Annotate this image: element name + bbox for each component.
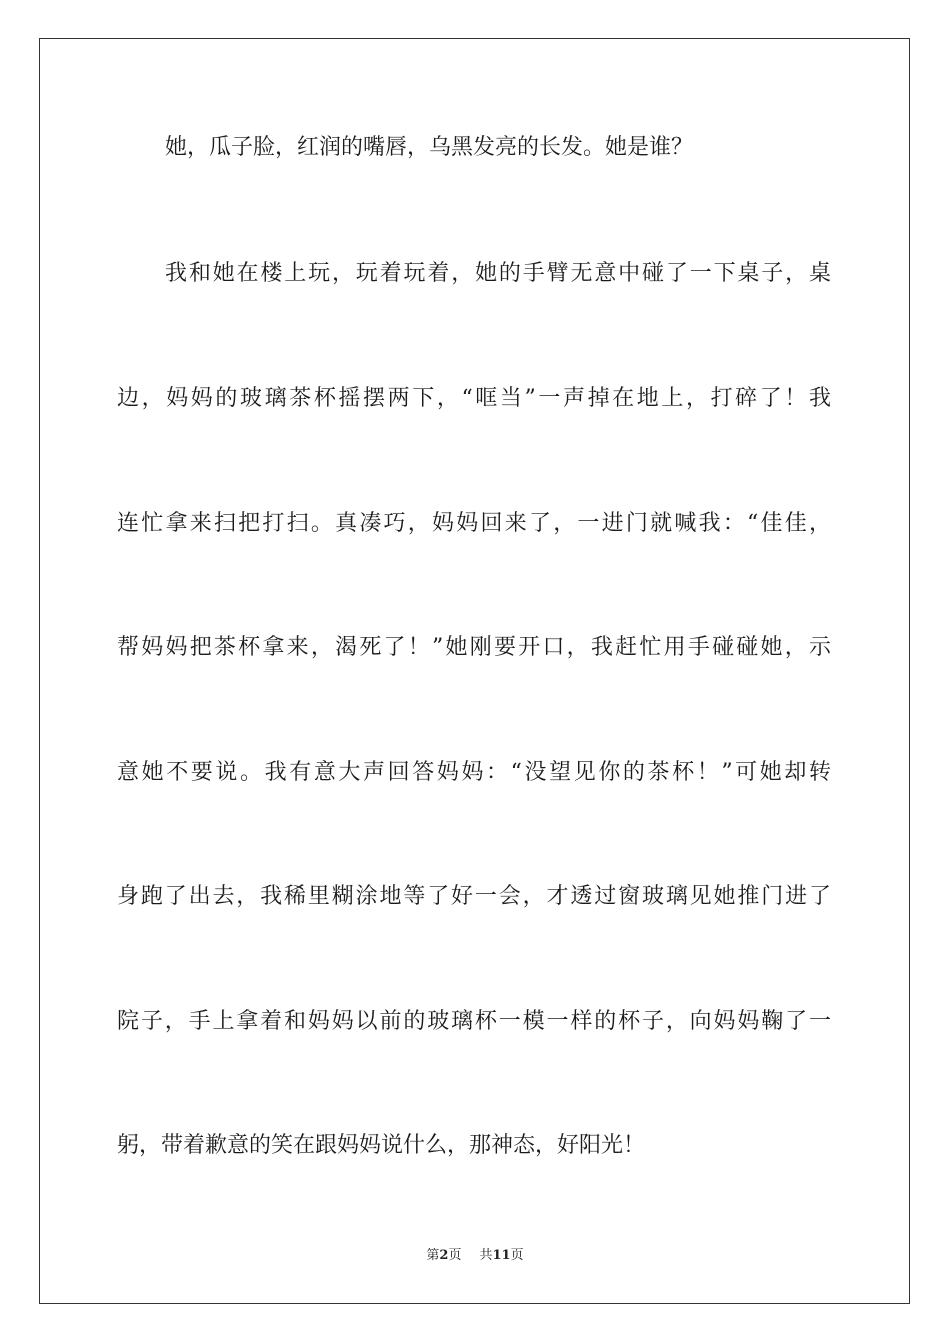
total-prefix: 共	[479, 1248, 493, 1263]
page-footer	[0, 1248, 950, 1264]
text-line-7: 身跑了出去，我稀里糊涂地等了好一会，才透过窗玻璃见她推门进了	[117, 884, 831, 909]
text-line-1: 她，瓜子脸，红润的嘴唇，乌黑发亮的长发。她是谁？	[165, 135, 694, 160]
total-pages: 11	[492, 1248, 511, 1263]
page-number: 2	[439, 1248, 449, 1263]
text-line-6: 意她不要说。我有意大声回答妈妈：“没望见你的茶杯！”可她却转	[117, 760, 831, 785]
text-line-2: 我和她在楼上玩，玩着玩着，她的手臂无意中碰了一下桌子，桌	[165, 261, 831, 286]
text-line-8: 院子，手上拿着和妈妈以前的玻璃杯一模一样的杯子，向妈妈鞠了一	[117, 1009, 831, 1034]
text-line-9: 躬，带着歉意的笑在跟妈妈说什么，那神态，好阳光！	[117, 1133, 646, 1158]
total-suffix: 页	[510, 1248, 524, 1263]
text-line-4: 连忙拿来扫把打扫。真凑巧，妈妈回来了，一进门就喊我：“佳佳，	[117, 511, 831, 536]
text-line-5: 帮妈妈把茶杯拿来，渴死了！”她刚要开口，我赶忙用手碰碰她，示	[117, 635, 831, 660]
text-line-3: 边，妈妈的玻璃茶杯摇摆两下，“哐当”一声掉在地上，打碎了！我	[117, 386, 831, 411]
page-suffix: 页	[448, 1248, 462, 1263]
page-frame	[39, 38, 910, 1304]
page-prefix: 第	[426, 1248, 440, 1263]
